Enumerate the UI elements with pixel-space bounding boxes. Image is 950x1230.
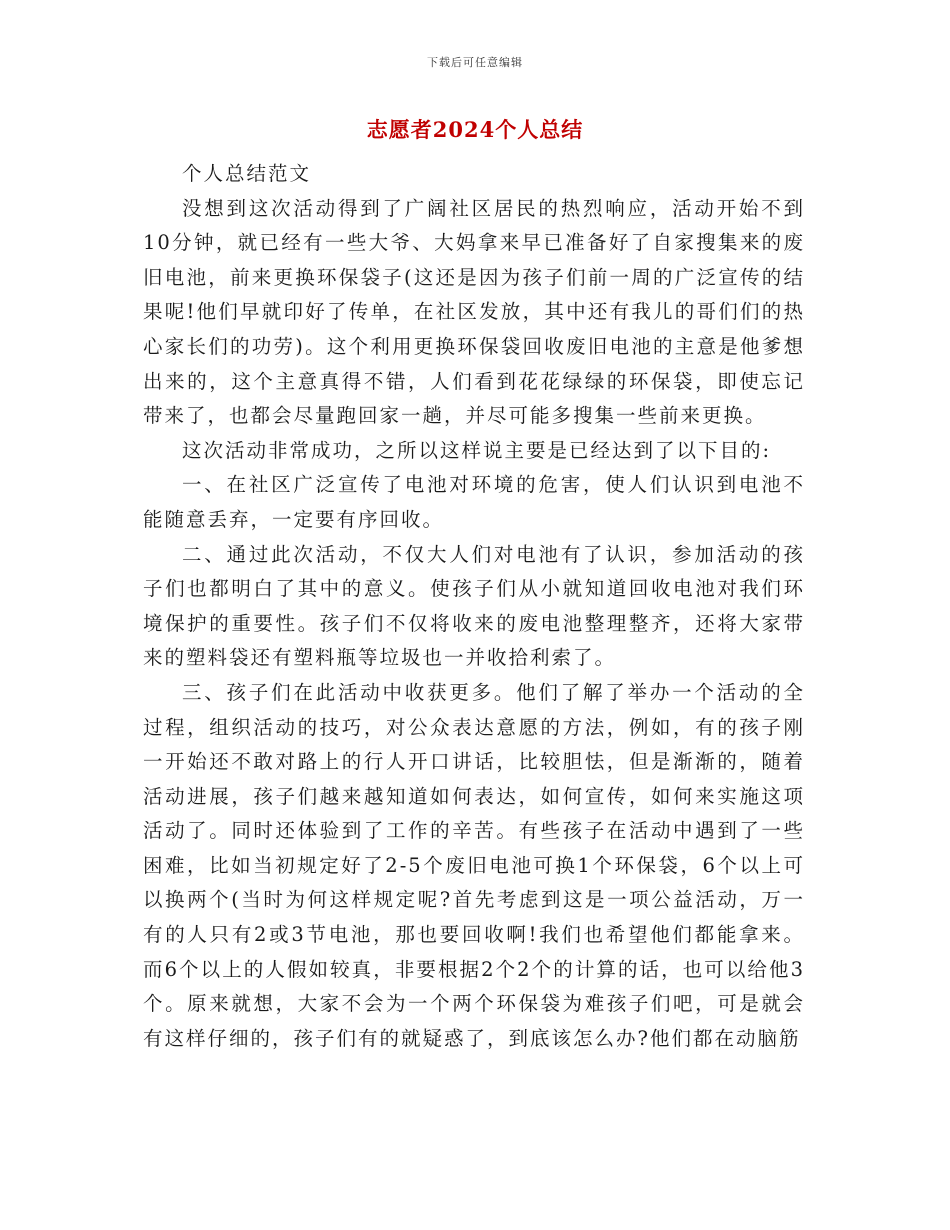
paragraph-2: 这次活动非常成功，之所以这样说主要是已经达到了以下目的: [182, 438, 772, 462]
paragraph-5: 三、孩子们在此活动中收获更多。他们了解了举办一个活动的全过程，组织活动的技巧，对公众表达意愿的方法，例如，有的孩子刚一开始还不敢对路上的行人开口讲话，比较胆怯，但是渐渐的，随着活动进展，孩子们越来越知道如何表达，如何宣传，如何来实施这项活动了。同时还体验到了工作的辛苦。有些孩子在活动中遇到了一些困难，比如当初规定好了2-5个废旧电池可换1个环保袋，6个以上可以换两个(当时为何这样规定呢?首先考虑到这是一项公益活动，万一有的人只有2或3节电池，那也要回收啊!我们也希望他们都能拿来。而6个以上的人假如较真，非要根据2个2个的计算的话，也可以给他3个。原来就想，大家不会为一个两个环保袋为难孩子们吧，可是就会有这样仔细的，孩子们有的就疑惑了，到底该怎么办?他们都在动脑筋 [143, 680, 805, 1050]
document-body [143, 157, 805, 1056]
page-header-note: 下载后可任意编辑 [427, 56, 523, 69]
paragraph-3: 一、在社区广泛宣传了电池对环境的危害，使人们认识到电池不能随意丢弃，一定要有序回收。 [143, 473, 805, 531]
document-title: 志愿者2024个人总结 [366, 117, 584, 142]
paragraph-4: 二、通过此次活动，不仅大人们对电池有了认识，参加活动的孩子们也都明白了其中的意义。使孩子们从小就知道回收电池对我们环境保护的重要性。孩子们不仅将收来的废电池整理整齐，还将大家带来的塑料袋还有塑料瓶等垃圾也一并收拾利索了。 [143, 542, 805, 670]
paragraph-subtitle: 个人总结范文 [182, 162, 312, 185]
paragraph-1: 没想到这次活动得到了广阔社区居民的热烈响应，活动开始不到10分钟，就已经有一些大爷、大妈拿来早已准备好了自家搜集来的废旧电池，前来更换环保袋子(这还是因为孩子们前一周的广泛宣传的结果呢!他们早就印好了传单，在社区发放，其中还有我儿的哥们们的热心家长们的功劳)。这个利用更换环保袋回收废旧电池的主意是他爹想出来的，这个主意真得不错，人们看到花花绿绿的环保袋，即使忘记带来了，也都会尽量跑回家一趟，并尽可能多搜集一些前来更换。 [143, 196, 805, 428]
